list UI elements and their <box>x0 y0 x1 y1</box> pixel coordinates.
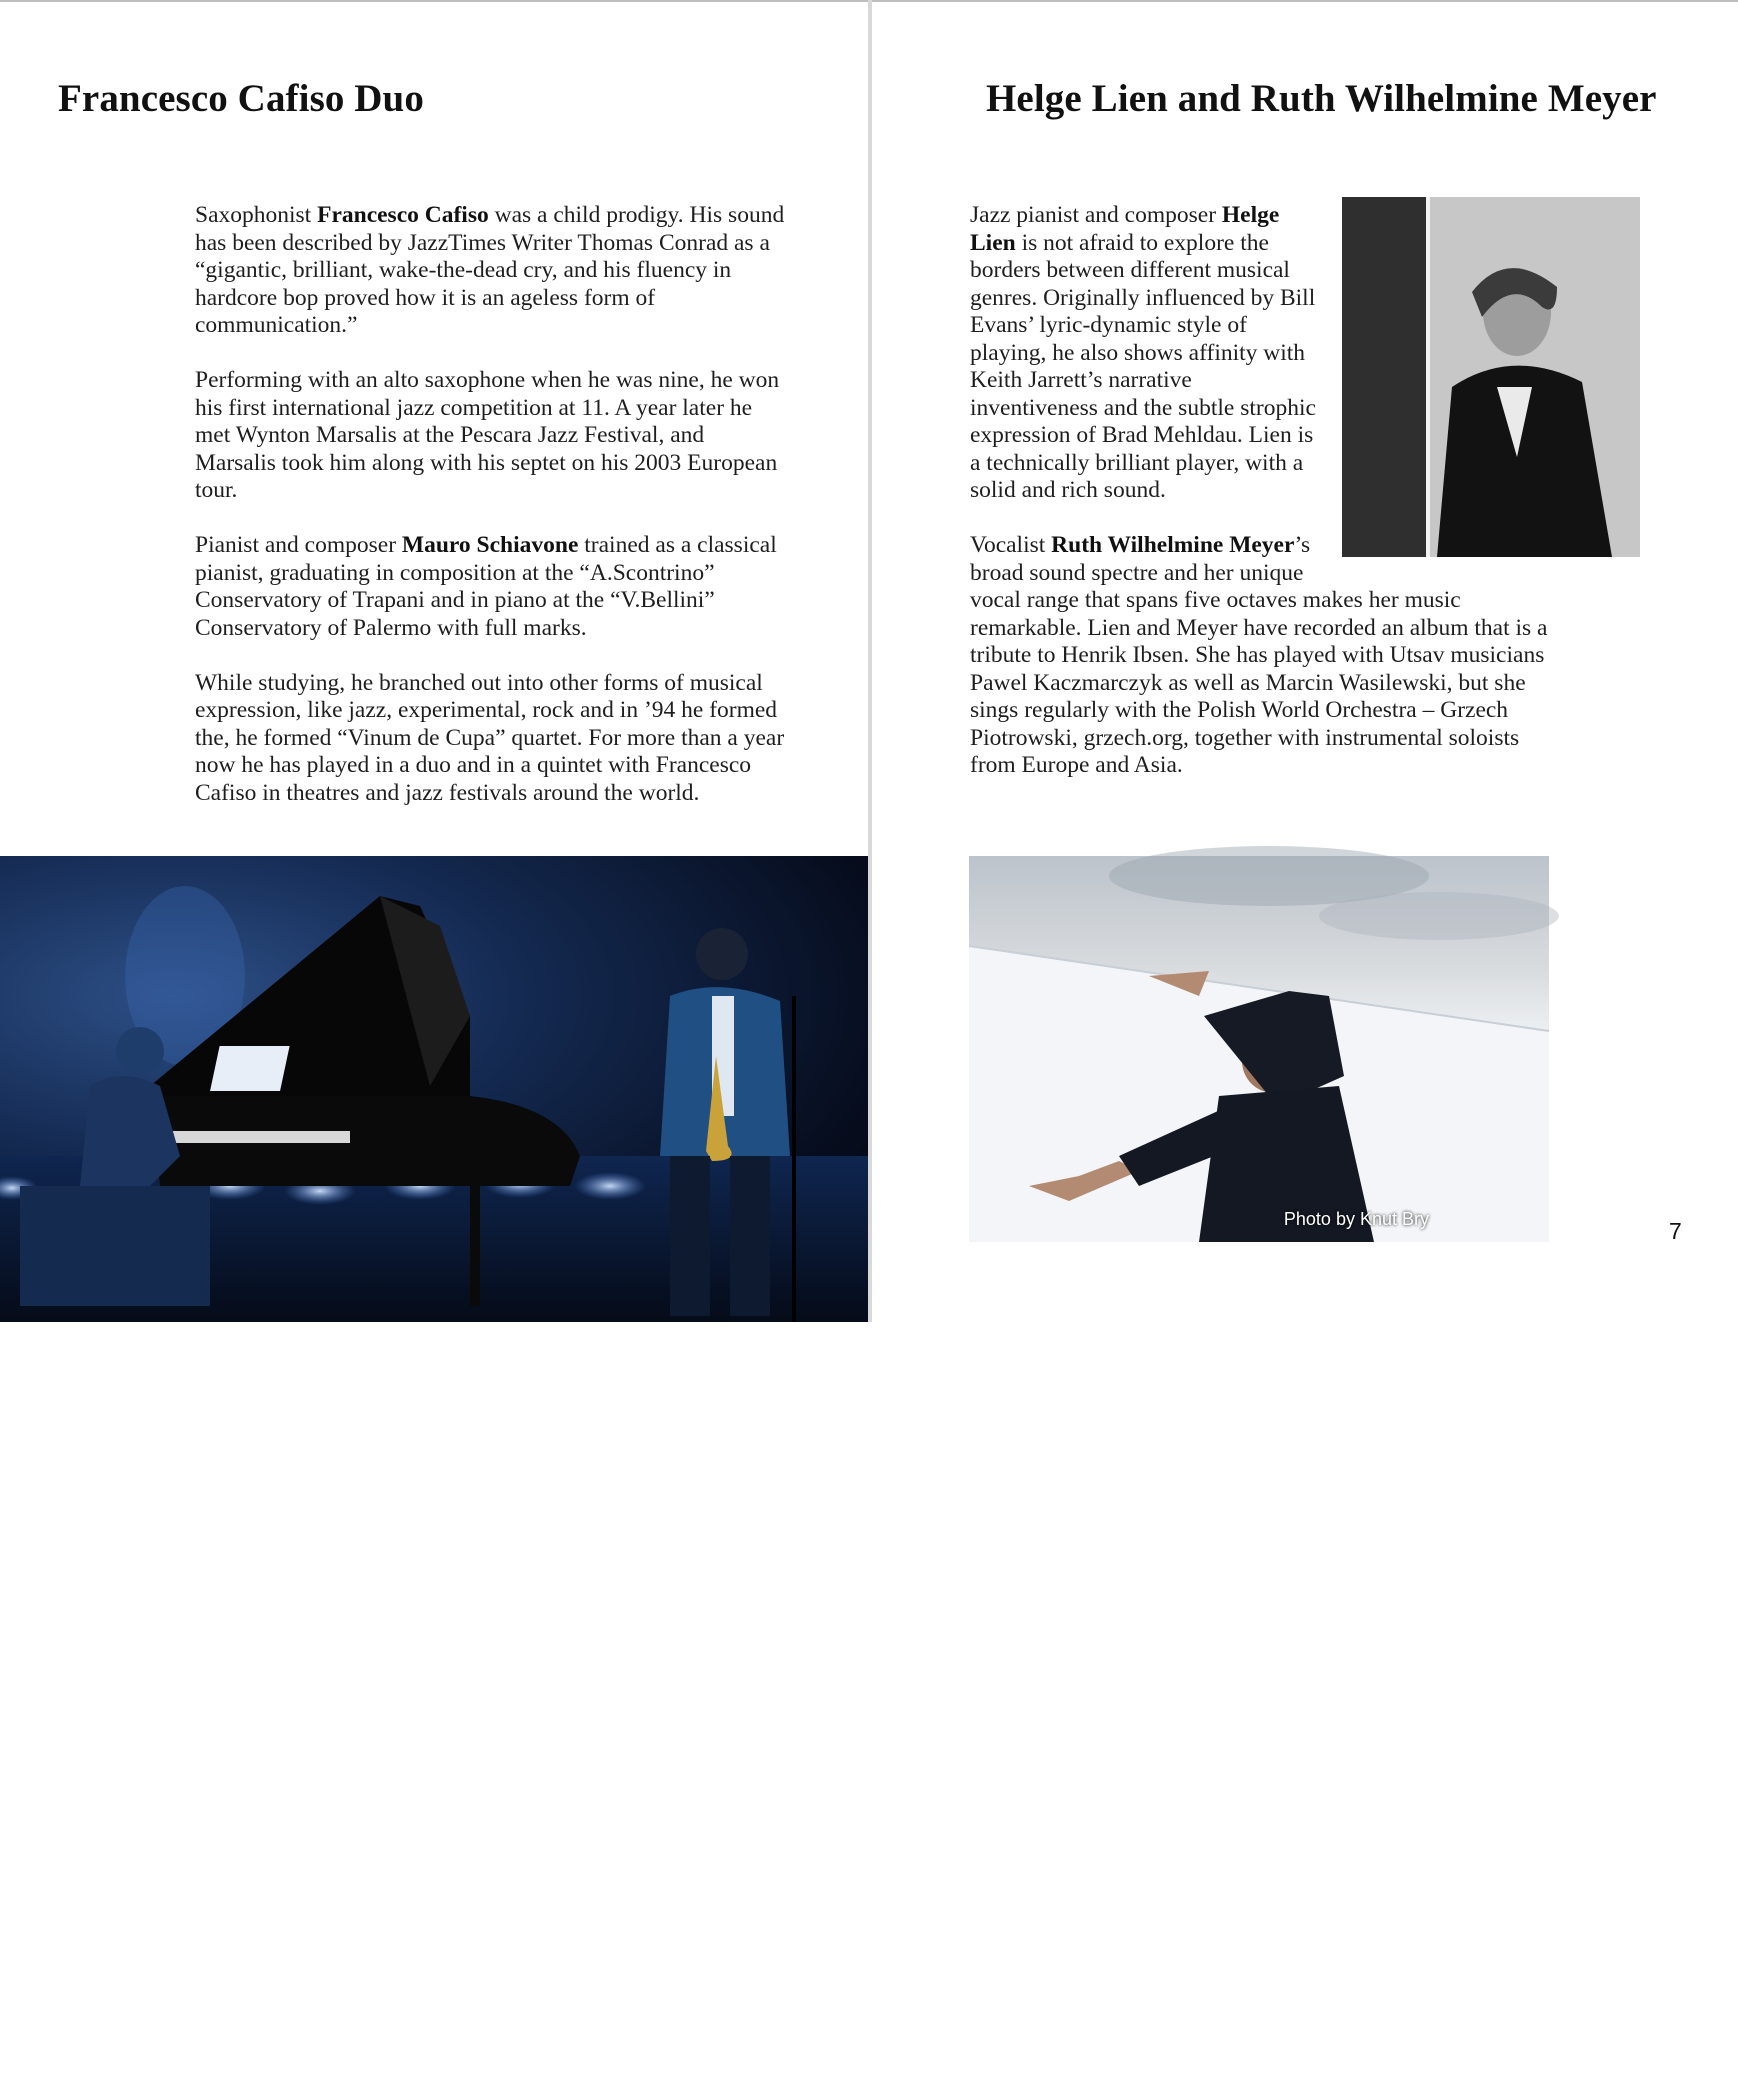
text-run: Performing with an alto saxophone when he was nine, he won his first international jazz competition at 11. A year later he met Wynton Marsalis at the Pescara Jazz Festival, and Marsalis took him along with his septet on his 2003 European tour. <box>195 367 780 503</box>
text-run: ’s broad sound spectre and her unique vocal range that spans five octaves makes her music remarkable. Lien and Meyer have recorded an album that is a tribute to Henrik Ibsen. She has played with Utsav musicians Pawel Kaczmarczyk as well as Marcin Wasilewski, but she sings regularly with the Polish World Orchestra – Grzech Piotrowski, grzech.org, together with instrumental soloists from Europe and Asia. <box>970 532 1548 778</box>
page-number-right: 7 <box>1669 1218 1682 1244</box>
right-body-text <box>970 202 1560 807</box>
paragraph <box>195 367 785 505</box>
bold-name: Mauro Schiavone <box>401 532 579 558</box>
paragraph <box>195 202 785 340</box>
concert-illustration <box>0 856 868 1322</box>
page-heading-right: Helge Lien and Ruth Wilhelmine Meyer <box>986 77 1657 120</box>
paragraph <box>195 670 785 808</box>
page-number-left: 6 <box>57 2073 70 2099</box>
snow-photo <box>969 856 1549 1242</box>
portrait-photo <box>1342 197 1640 557</box>
text-run: Saxophonist <box>195 202 318 228</box>
paragraph <box>970 532 1560 780</box>
text-run: While studying, he branched out into other forms of musical expression, like jazz, experimental, rock and in ’94 he formed the, he formed “Vinum de Cupa” quartet. For more than a year now he has played in a duo and in a quintet with Francesco Cafiso in theatres and jazz festivals around the world. <box>195 669 785 806</box>
page-heading-left: Francesco Cafiso Duo <box>58 77 424 120</box>
text-run: Vocalist <box>970 532 1052 558</box>
concert-photo <box>0 856 868 2099</box>
left-body-text <box>195 202 785 835</box>
paragraph <box>195 532 785 642</box>
photo-credit: Photo by Knut Bry <box>1283 1209 1429 1229</box>
portrait-illustration <box>1342 197 1640 557</box>
bold-name: Francesco Cafiso <box>317 202 489 228</box>
text-run: Pianist and composer <box>195 532 402 558</box>
text-run: is not afraid to explore the borders between different musical genres. Originally influenced by Bill Evans’ lyric-dynamic style of playing, he also shows affinity with Keith Jarrett’s narrative inventiveness and the subtle strophic expression of Brad Mehldau. Lien is a technically brilliant player, with a solid and rich sound. <box>970 229 1316 503</box>
text-run: Jazz pianist and composer <box>970 202 1222 228</box>
text-run: was a child prodigy. His sound has been described by JazzTimes Writer Thomas Conrad as a “gigantic, brilliant, wake-the-dead cry, and his fluency in hardcore bop proved how it is an ageless form of communication.” <box>195 202 785 338</box>
snow-illustration <box>969 856 1549 1242</box>
bold-name: Ruth Wilhelmine Meyer <box>1051 532 1295 558</box>
bold-name: Helge Lien <box>970 202 1280 256</box>
text-run: trained as a classical pianist, graduating in composition at the “A.Scontrino” Conservatory of Trapani and in piano at the “V.Bellini” Conservatory of Palermo with full marks. <box>195 532 777 641</box>
